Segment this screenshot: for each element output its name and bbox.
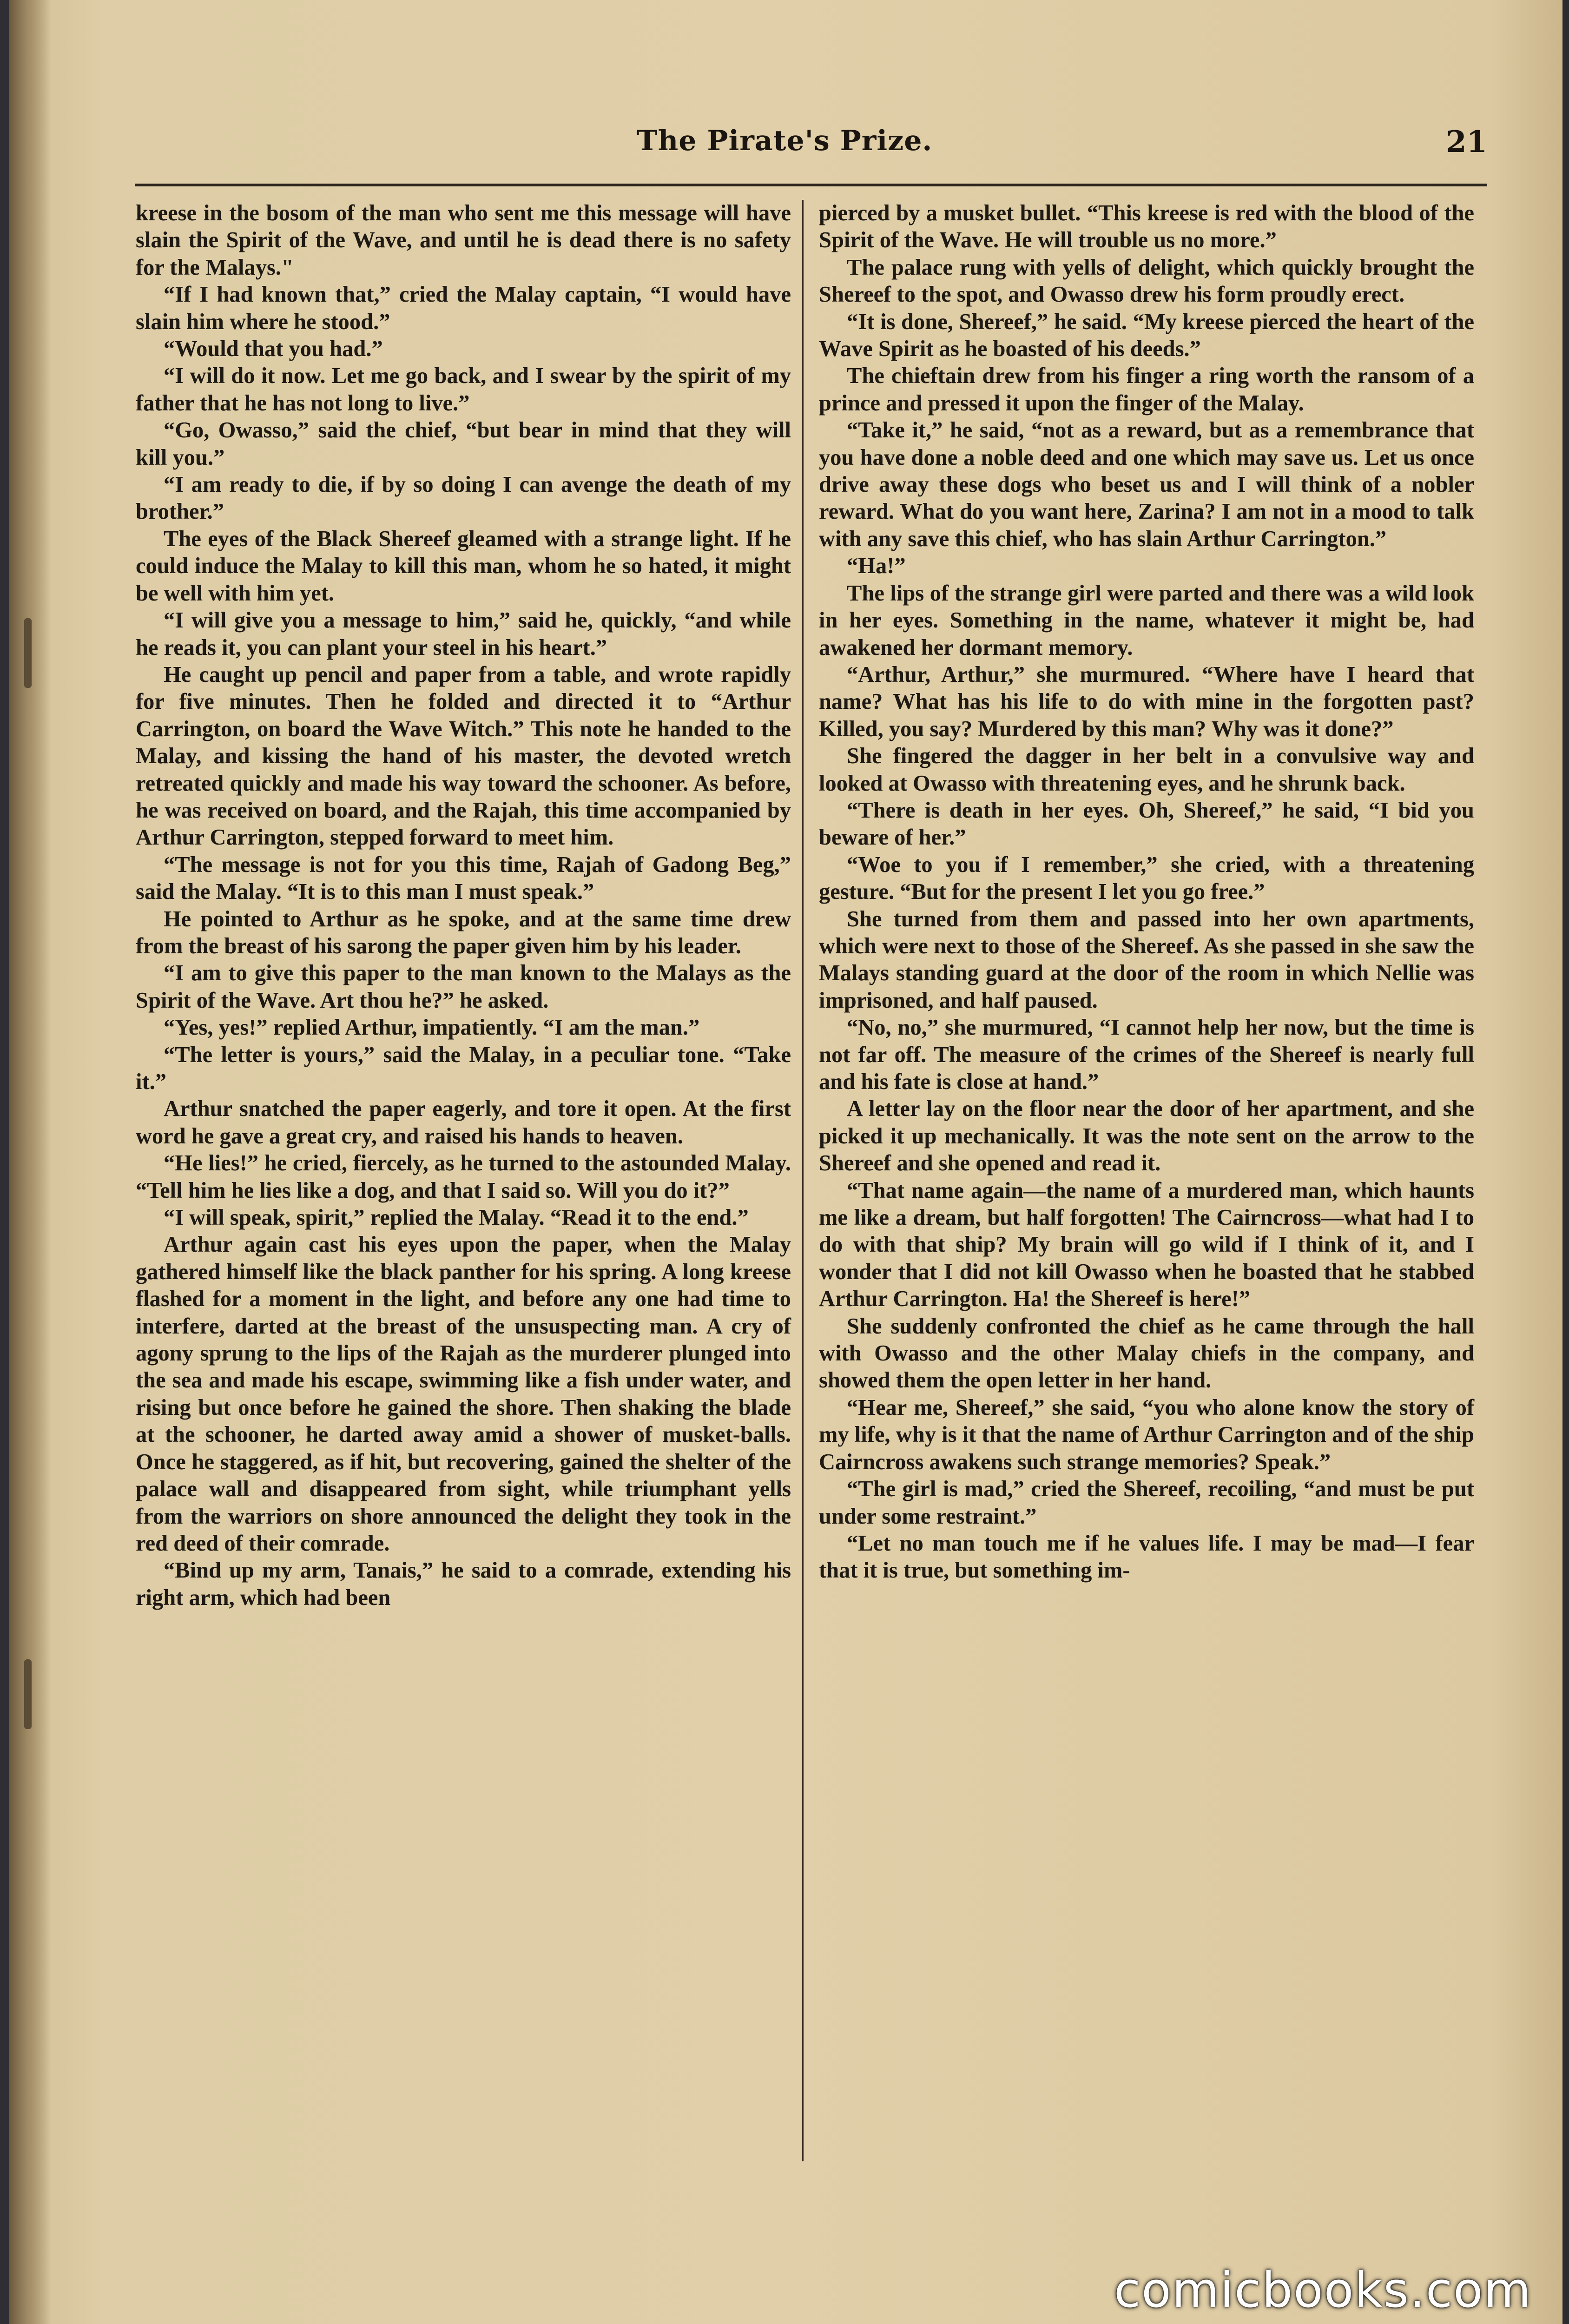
- paragraph: “Let no man touch me if he values life. I may be mad—I fear that it is true, but something im-: [819, 1531, 1474, 1583]
- binding-gutter: [9, 0, 51, 2324]
- paragraph: “Woe to you if I remember,” she cried, with a threatening gesture. “But for the present I let you go free.”: [819, 852, 1474, 905]
- running-title: The Pirate's Prize.: [637, 125, 933, 157]
- paragraph: She suddenly confronted the chief as he came through the hall with Owasso and the other Malay chiefs in the company, and showed them the open letter in her hand.: [819, 1314, 1474, 1393]
- paragraph: “If I had known that,” cried the Malay captain, “I would have slain him where he stood.”: [136, 282, 791, 334]
- paragraph: pierced by a musket bullet. “This kreese is red with the blood of the Spirit of the Wave. He will trouble us no more.”: [819, 201, 1474, 253]
- text-column-left: [136, 200, 791, 1611]
- paragraph: “The girl is mad,” cried the Shereef, recoiling, “and must be put under some restraint.”: [819, 1477, 1474, 1529]
- paragraph: He caught up pencil and paper from a table, and wrote rapidly for five minutes. Then he folded and directed it to “Arthur Carrington, on board the Wave Witch.” This note he handed to the Malay, and kissing the hand of his master, the devoted wretch retreated quickly and made his way toward the schooner. As before, he was received on board, and the Rajah, this time accompanied by Arthur Carrington, stepped forward to meet him.: [136, 662, 791, 850]
- binding-staple: [24, 618, 32, 688]
- paragraph: The palace rung with yells of delight, which quickly brought the Shereef to the spot, and Owasso drew his form proudly erect.: [819, 255, 1474, 307]
- paragraph: “Go, Owasso,” said the chief, “but bear in mind that they will kill you.”: [136, 418, 791, 470]
- paragraph: “I am ready to die, if by so doing I can avenge the death of my brother.”: [136, 472, 791, 524]
- paragraph: “Arthur, Arthur,” she murmured. “Where have I heard that name? What has his life to do with mine in the forgotten past? Killed, you say? Murdered by this man? Why was it done?”: [819, 662, 1474, 741]
- page-edge-right: [1562, 0, 1569, 2324]
- paragraph: The chieftain drew from his finger a ring worth the ransom of a prince and pressed it upon the finger of the Malay.: [819, 363, 1474, 416]
- paragraph: She turned from them and passed into her own apartments, which were next to those of the Shereef. As she passed in she saw the Malays standing guard at the door of the room in which Nellie was imprisoned, and half paused.: [819, 906, 1474, 1013]
- paragraph: kreese in the bosom of the man who sent me this message will have slain the Spirit of the Wave, and until he is dead there is no safety for the Malays.": [136, 201, 791, 280]
- site-watermark: comicbooks.com: [1114, 2262, 1532, 2318]
- paragraph: The lips of the strange girl were parted and there was a wild look in her eyes. Something in the name, whatever it might be, had awakened her dormant memory.: [819, 581, 1474, 660]
- paragraph: “There is death in her eyes. Oh, Shereef,” he said, “I bid you beware of her.”: [819, 798, 1474, 850]
- paragraph: He pointed to Arthur as he spoke, and at the same time drew from the breast of his sarong the paper given him by his leader.: [136, 906, 791, 958]
- paragraph: “I will do it now. Let me go back, and I swear by the spirit of my father that he has not long to live.”: [136, 363, 791, 416]
- paragraph: “The letter is yours,” said the Malay, in a peculiar tone. “Take it.”: [136, 1042, 791, 1094]
- paragraph: “He lies!” he cried, fiercely, as he turned to the astounded Malay. “Tell him he lies like a dog, and that I said so. Will you do it?”: [136, 1151, 791, 1203]
- page-number: 21: [1445, 125, 1487, 159]
- paragraph: Arthur snatched the paper eagerly, and tore it open. At the first word he gave a great cry, and raised his hands to heaven.: [136, 1096, 791, 1149]
- paragraph: “I am to give this paper to the man known to the Malays as the Spirit of the Wave. Art thou he?” he asked.: [136, 961, 791, 1013]
- paragraph: “Would that you had.”: [164, 337, 383, 362]
- paragraph: “No, no,” she murmured, “I cannot help her now, but the time is not far off. The measure of the crimes of the Shereef is nearly full and his fate is close at hand.”: [819, 1015, 1474, 1094]
- paragraph: “Yes, yes!” replied Arthur, impatiently. “I am the man.”: [164, 1015, 700, 1040]
- paragraph: A letter lay on the floor near the door of her apartment, and she picked it up mechanically. It was the note sent on the arrow to the Shereef and she opened and read it.: [819, 1096, 1474, 1176]
- binding-staple: [24, 1659, 32, 1729]
- paragraph: “It is done, Shereef,” he said. “My kreese pierced the heart of the Wave Spirit as he boasted of his deeds.”: [819, 309, 1474, 362]
- paragraph: The eyes of the Black Shereef gleamed with a strange light. If he could induce the Malay to kill this man, whom he so hated, it might be well with him yet.: [136, 526, 791, 606]
- paragraph: “Ha!”: [847, 554, 906, 579]
- column-divider: [802, 200, 804, 2161]
- paragraph: “Bind up my arm, Tanais,” he said to a comrade, extending his right arm, which had been: [136, 1558, 791, 1610]
- paragraph: Arthur again cast his eyes upon the paper, when the Malay gathered himself like the black panther for his spring. A long kreese flashed for a moment in the light, and before any one had time to interfere, darted at the breast of the unsuspecting man. A cry of agony sprung to the lips of the Rajah as the murderer plunged into the sea and made his escape, swimming like a fish under water, and rising but once before he gained the shore. Then shaking the blade at the schooner, he darted away amid a shower of musket-balls. Once he staggered, as if hit, but recovering, gained the shelter of the palace wall and disappeared from sight, while triumphant yells from the warriors on shore announced the delight they took in the red deed of their comrade.: [136, 1232, 791, 1556]
- paragraph: “I will give you a message to him,” said he, quickly, “and while he reads it, you can plant your steel in his heart.”: [136, 608, 791, 660]
- paragraph: She fingered the dagger in her belt in a convulsive way and looked at Owasso with threatening eyes, and he shrunk back.: [819, 744, 1474, 796]
- paragraph: “That name again—the name of a murdered man, which haunts me like a dream, but half forgotten! The Cairncross—what had I to do with that ship? My brain will go wild if I think of it, and I wonder that I did not kill Owasso when he boasted that he stabbed Arthur Carrington. Ha! the Shereef is here!”: [819, 1178, 1474, 1312]
- paragraph: “Take it,” he said, “not as a reward, but as a remembrance that you have done a noble deed and one which may save us. Let us once drive away these dogs who beset us and I will think of a nobler reward. What do you want here, Zarina? I am not in a mood to talk with any save this chief, who has slain Arthur Carrington.”: [819, 418, 1474, 551]
- text-column-right: [819, 200, 1474, 1585]
- header-rule: [135, 184, 1487, 186]
- running-header: [135, 125, 1487, 171]
- paragraph: “I will speak, spirit,” replied the Malay. “Read it to the end.”: [164, 1205, 749, 1230]
- paragraph: “Hear me, Shereef,” she said, “you who alone know the story of my life, why is it that the name of Arthur Carrington and of the ship Cairncross awakens such strange memories? Speak.”: [819, 1395, 1474, 1474]
- paragraph: “The message is not for you this time, Rajah of Gadong Beg,” said the Malay. “It is to this man I must speak.”: [136, 852, 791, 905]
